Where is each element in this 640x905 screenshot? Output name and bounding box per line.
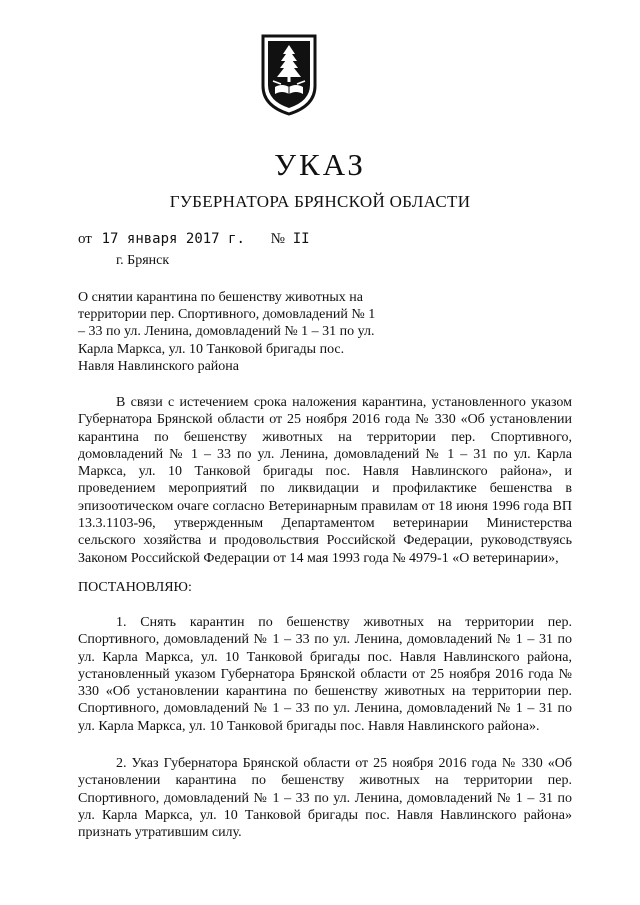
document-subtitle: ГУБЕРНАТОРА БРЯНСКОЙ ОБЛАСТИ <box>169 192 471 211</box>
date-number-row <box>78 231 310 248</box>
item-1-paragraph <box>78 614 572 735</box>
decree-word: ПОСТАНОВЛЯЮ: <box>78 580 192 595</box>
preamble-text: В связи с истечением срока наложения карантина, установленного указом Губернатора Брянской области от 25 ноября 2016 года № 330 «Об установлении карантина по бешенству животных на территории пер. Спортивного, домовладений № 1 – 33 по ул. Ленина, домовладений № 1 – 31 по ул. Карла Маркса, ул. 10 Танковой бригады пос. Навля Навлинского района», и проведением мероприятий по ликвидации и профилактике бешенства в эпизоотическом очаге согласно Ветеринарным правилам от 18 июня 1996 года ВП 13.3.1103-96, утвержденным Департаментом ветеринарии Министерства сельского хозяйства и продовольствия Российской Федерации, руководствуясь Законом Российской Федерации от 14 мая 1993 года № 4979-1 «О ветеринарии», <box>78 395 572 566</box>
document-subject: О снятии карантина по бешенству животных на территории пер. Спортивного, домовладений № 1 – 33 по ул. Ленина, домовладений № 1 – 31 по ул. Карла Маркса, ул. 10 Танковой бригады пос. Навля Навлинского района <box>78 290 376 374</box>
document-number: II <box>292 231 310 247</box>
item-2-paragraph <box>78 755 572 841</box>
document-title: УКАЗ <box>274 147 366 182</box>
preamble-paragraph <box>78 394 572 567</box>
document-date: 17 января 2017 г. <box>101 231 245 247</box>
date-prefix: от <box>78 231 92 247</box>
number-label: № <box>270 231 285 247</box>
city: г. Брянск <box>116 253 170 268</box>
coat-of-arms-icon <box>259 32 319 116</box>
item-1-text: 1. Снять карантин по бешенству животных на территории пер. Спортивного, домовладений № 1 – 33 по ул. Ленина, домовладений № 1 – 31 по ул. Карла Маркса, ул. 10 Танковой бригады пос. Навля Навлинского района, установленный указом Губернатора Брянской области от 25 ноября 2016 года № 330 «Об установлении карантина по бешенству животных на территории пер. Спортивного, домовладений № 1 – 33 по ул. Ленина, домовладений № 1 – 31 по ул. Карла Маркса, ул. 10 Танковой бригады пос. Навля Навлинского района». <box>78 615 572 734</box>
item-2-text: 2. Указ Губернатора Брянской области от 25 ноября 2016 года № 330 «Об установлении карантина по бешенству животных на территории пер. Спортивного, домовладений № 1 – 33 по ул. Ленина, домовладений № 1 – 31 по ул. Карла Маркса, ул. 10 Танковой бригады пос. Навля Навлинского района» признать утратившим силу. <box>78 756 572 841</box>
